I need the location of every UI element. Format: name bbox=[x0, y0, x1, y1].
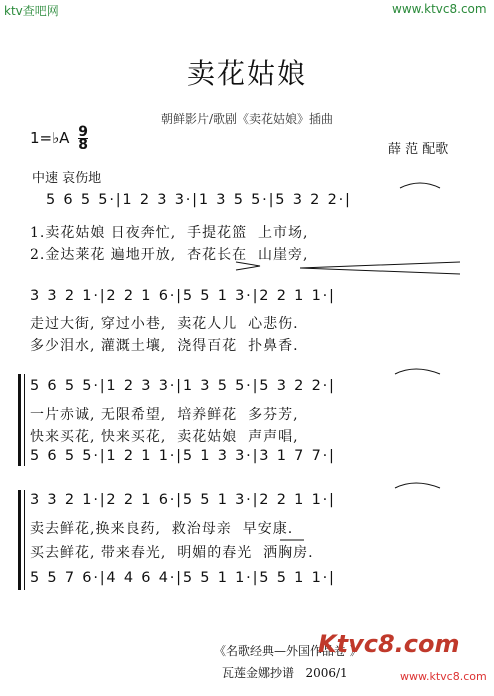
notation-row-3: 5 6 5 5·|1 2 3 3·|1 3 5 5·|5 3 2 2·| bbox=[30, 378, 336, 394]
notation-row-4: 3 3 2 1·|2 2 1 6·|5 5 1 3·|2 2 1 1·| bbox=[30, 492, 336, 508]
site-logo-url: www.ktvc8.com bbox=[400, 670, 487, 683]
time-sig-top: 9 bbox=[78, 124, 88, 140]
notation-row-1: 5 6 5 5·|1 2 3 3·|1 3 5 5·|5 3 2 2·| bbox=[46, 192, 352, 208]
slur-1 bbox=[400, 183, 440, 188]
watermark-left: ktv查吧网 bbox=[4, 4, 59, 18]
footer-source: 《名歌经典—外国作品卷 》 bbox=[214, 644, 362, 658]
lyric-row-4-verse-1: 卖去鲜花,换来良药, 救治母亲 早安康. bbox=[30, 521, 294, 537]
lyric-row-4-verse-2: 买去鲜花, 带来春光, 明媚的春光 洒胸房. bbox=[30, 545, 314, 561]
lyric-row-2-verse-1: 走过大街, 穿过小巷, 卖花人儿 心悲伤. bbox=[30, 316, 299, 332]
lyric-row-1-verse-2: 2.金达莱花 遍地开放, 杏花长在 山崖旁, bbox=[30, 247, 309, 263]
song-subtitle: 朝鲜影片/歌剧《卖花姑娘》插曲 bbox=[160, 112, 334, 126]
watermark-right: www.ktvc8.com bbox=[392, 2, 487, 16]
arranger: 薛 范 配歌 bbox=[388, 142, 449, 157]
lyric-row-2-verse-2: 多少泪水, 灌溉土壤, 浇得百花 扑鼻香. bbox=[30, 338, 299, 354]
slur-3 bbox=[395, 483, 440, 488]
crescendo-1 bbox=[236, 262, 260, 270]
slur-2 bbox=[395, 369, 440, 374]
notation-row-2: 3 3 2 1·|2 2 1 6·|5 5 1 3·|2 2 1 1·| bbox=[30, 288, 336, 304]
notation-row-3-harmony: 5 6 5 5·|1 2 1 1·|5 1 3 3·|3 1 7 7·| bbox=[30, 448, 336, 464]
lyric-row-3-verse-2: 快来买花, 快来买花, 卖花姑娘 声声唱, bbox=[30, 429, 299, 445]
footer-transcriber: 瓦莲金娜抄谱 2006/1 bbox=[222, 666, 348, 680]
lyric-row-3-verse-1: 一片赤诚, 无限希望, 培养鲜花 多芬芳, bbox=[30, 407, 299, 423]
key-label: 1=♭A bbox=[30, 129, 70, 147]
site-logo: Ktvc8.com bbox=[318, 630, 460, 658]
lyric-row-1-verse-1: 1.卖花姑娘 日夜奔忙, 手提花篮 上市场, bbox=[30, 225, 309, 241]
song-title: 卖花姑娘 bbox=[186, 57, 307, 90]
tempo-marking: 中速 哀伤地 bbox=[32, 171, 102, 186]
time-sig-bottom: 8 bbox=[78, 137, 88, 153]
notation-row-4-harmony: 5 5 7 6·|4 4 6 4·|5 5 1 1·|5 5 1 1·| bbox=[30, 570, 336, 586]
decrescendo-1 bbox=[300, 262, 460, 274]
